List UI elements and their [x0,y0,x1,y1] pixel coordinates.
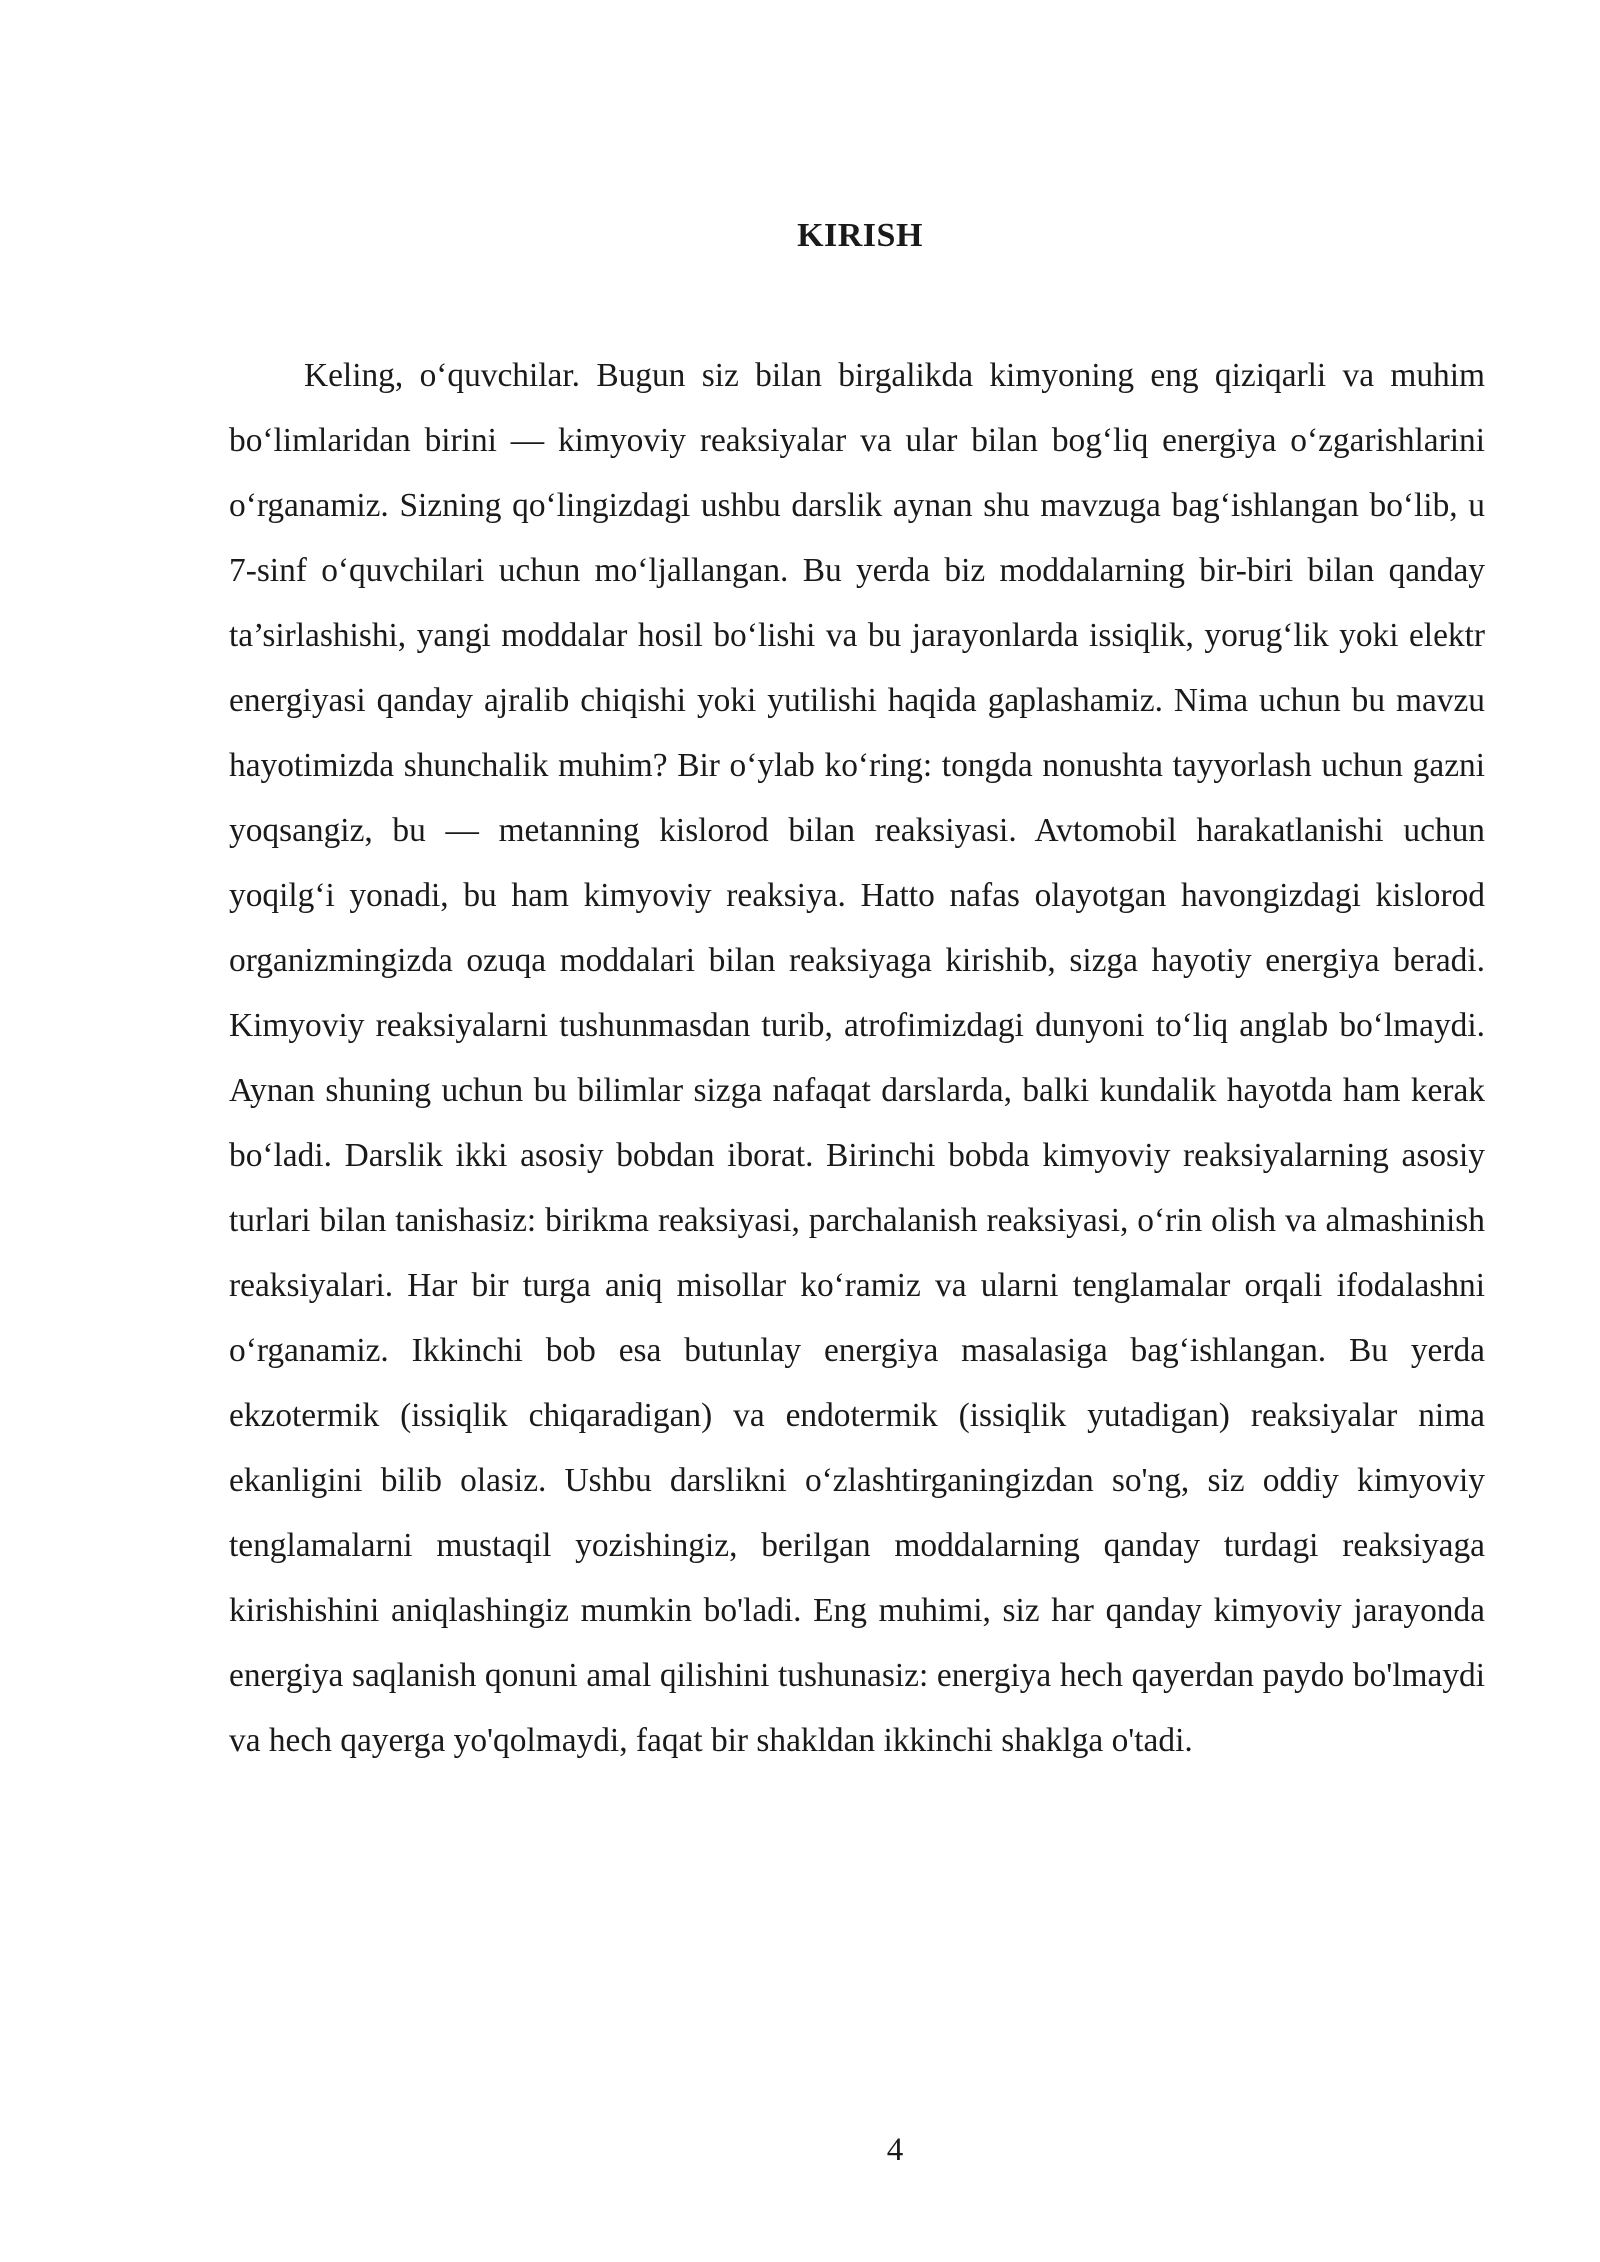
section-heading: KIRISH [797,217,923,254]
intro-paragraph: Keling, o‘quvchilar. Bugun siz bilan birgalikda kimyoning eng qiziqarli va muhim bo‘limlaridan birini — kimyoviy reaksiyalar va ular bilan bog‘liq energiya o‘zgarishlarini o‘rganamiz. Sizning qo‘lingizdagi ushbu darslik aynan shu mavzuga bag‘ishlangan bo‘lib, u 7-sinf o‘quvchilari uchun mo‘ljallangan. Bu yerda biz moddalarning bir-biri bilan qanday ta’sirlashishi, yangi moddalar hosil bo‘lishi va bu jarayonlarda issiqlik, yorug‘lik yoki elektr energiyasi qanday ajralib chiqishi yoki yutilishi haqida gaplashamiz. Nima uchun bu mavzu hayotimizda shunchalik muhim? Bir o‘ylab ko‘ring: tongda nonushta tayyorlash uchun gazni yoqsangiz, bu — metanning kislorod bilan reaksiyasi. Avtomobil harakatlanishi uchun yoqilg‘i yonadi, bu ham kimyoviy reaksiya. Hatto nafas olayotgan havongizdagi kislorod organizmingizda ozuqa moddalari bilan reaksiyaga kirishib, sizga hayotiy energiya beradi. Kimyoviy reaksiyalarni tushunmasdan turib, atrofimizdagi dunyoni to‘liq anglab bo‘lmaydi. Aynan shuning uchun bu bilimlar sizga nafaqat darslarda, balki kundalik hayotda ham kerak bo‘ladi. Darslik ikki asosiy bobdan iborat. Birinchi bobda kimyoviy reaksiyalarning asosiy turlari bilan tanishasiz: birikma reaksiyasi, parchalanish reaksiyasi, o‘rin olish va almashinish reaksiyalari. Har bir turga aniq misollar ko‘ramiz va ularni tenglamalar orqali ifodalashni o‘rganamiz. Ikkinchi bob esa butunlay energiya masalasiga bag‘ishlangan. Bu yerda ekzotermik (issiqlik chiqaradigan) va endotermik (issiqlik yutadigan) reaksiyalar nima ekanligini bilib olasiz. Ushbu darslikni o‘zlashtirganingizdan so'ng, siz oddiy kimyoviy tenglamalarni mustaqil yozishingiz, berilgan moddalarning qanday turdagi reaksiyaga kirishishini aniqlashingiz mumkin bo'ladi. Eng muhimi, siz har qanday kimyoviy jarayonda energiya saqlanish qonuni amal qilishini tushunasiz: energiya hech qayerdan paydo bo'lmaydi va hech qayerga yo'qolmaydi, faqat bir shakldan ikkinchi shaklga o'tadi. [229,357,1485,1759]
page-number: 4 [886,2132,904,2168]
